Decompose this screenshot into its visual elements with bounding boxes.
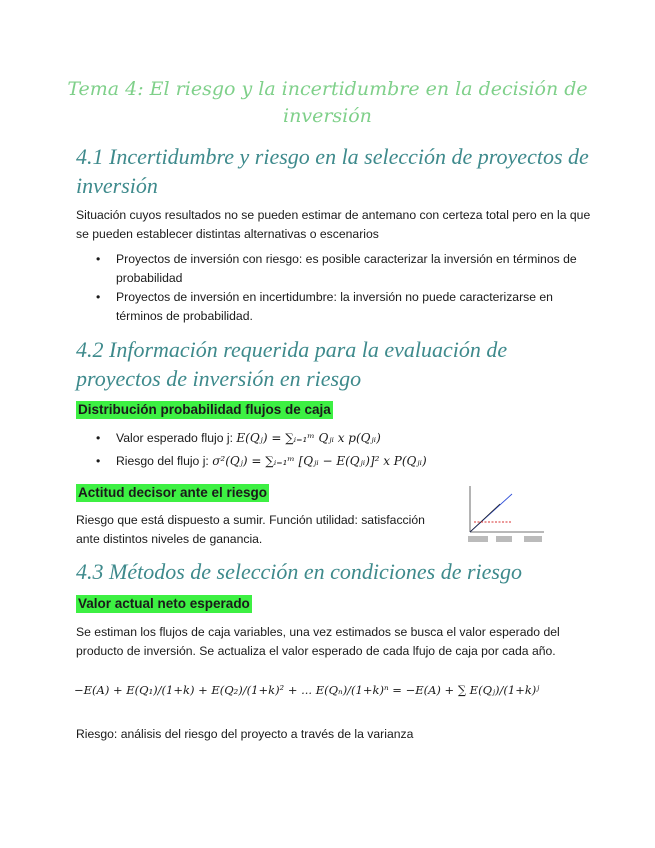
bullet-list-4-2 — [96, 429, 586, 471]
document-title: Tema 4: El riesgo y la incertidumbre en la decisión de inversión — [67, 78, 588, 127]
heading-4-1: 4.1 Incertidumbre y riesgo en la selección de proyectos de inversión — [76, 144, 589, 198]
npv-formula-text: −E(A) + E(Q₁)/(1+k) + E(Q₂)/(1+k)² + ... E(Qₙ)/(1+k)ⁿ = −E(A) + ∑ E(Qⱼ)/(1+k)ʲ — [74, 683, 540, 697]
bullet-label: Riesgo del flujo j: — [116, 453, 209, 468]
list-item — [96, 429, 586, 448]
subheading-distribucion: Distribución probabilidad flujos de caja — [78, 402, 331, 417]
variance-formula: σ²(Qⱼ) = ∑ᵢ₌₁ᵐ [Qⱼᵢ − E(Qⱼᵢ)]² x P(Qⱼᵢ) — [212, 453, 427, 468]
subheading-van-esperado: Valor actual neto esperado — [78, 596, 250, 611]
list-item: • Proyectos de inversión en incertidumbre: la inversión no puede caracterizarse en términos de probabilidad. — [96, 288, 586, 325]
paragraph-riesgo: Riesgo: análisis del riesgo del proyecto a través de la varianza — [76, 727, 414, 741]
subheading-actitud: Actitud decisor ante el riesgo — [78, 485, 268, 500]
list-item: • Proyectos de inversión con riesgo: es posible caracterizar la inversión en términos de probabilidad — [96, 250, 586, 287]
chart-line-risk-neutral — [470, 504, 500, 532]
chart-legend-2 — [496, 536, 512, 542]
list-item — [96, 452, 586, 471]
chart-legend-3 — [524, 536, 542, 542]
paragraph-van: Se estiman los flujos de caja variables, una vez estimados se busca el valor esperado del producto de inversión. Se actualiza el valor esperado de cada lfujo de caja por cada año. — [76, 625, 560, 658]
heading-4-3: 4.3 Métodos de selección en condiciones de riesgo — [76, 559, 522, 584]
paragraph-4-1: Situación cuyos resultados no se pueden estimar de antemano con certeza total pero en la que se pueden establecer distintas alternativas o escenarios — [76, 208, 591, 241]
chart-legend-1 — [468, 536, 488, 542]
npv-formula — [74, 664, 540, 716]
bullet-list-4-1 — [96, 250, 586, 326]
paragraph-actitud: Riesgo que está dispuesto a sumir. Función utilidad: satisfacción ante distintos niveles de ganancia. — [76, 513, 425, 546]
bullet-label: Valor esperado flujo j: — [116, 431, 233, 445]
heading-4-2: 4.2 Información requerida para la evaluación de proyectos de inversión en riesgo — [76, 337, 508, 391]
utility-function-chart — [460, 482, 548, 544]
expected-value-formula: E(Qⱼ) = ∑ᵢ₌₁ᵐ Qⱼᵢ x p(Qⱼᵢ) — [236, 431, 381, 445]
